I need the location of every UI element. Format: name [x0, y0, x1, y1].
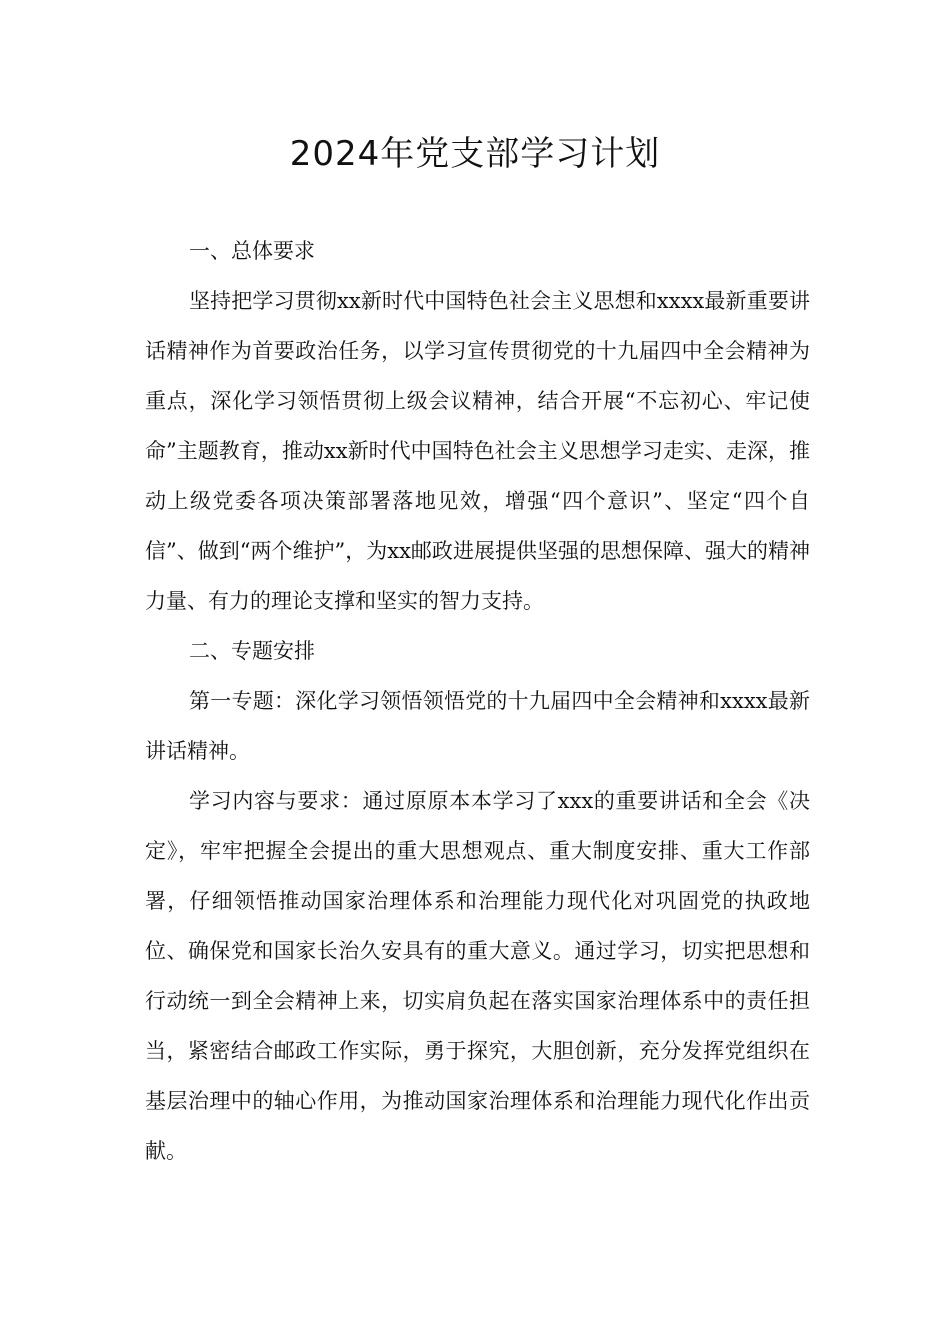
topic-one-paragraph: 第一专题：深化学习领悟领悟党的十九届四中全会精神和xxxx最新讲话精神。 [145, 689, 810, 763]
study-requirements-paragraph: 学习内容与要求：通过原原本本学习了xxx的重要讲话和全会《决定》，牢牢把握全会提出的重大思想观点、重大制度安排、重大工作部署，仔细领悟推动国家治理体系和治理能力现代化对巩固党的执政地位、确保党和国家长治久安具有的重大意义。通过学习，切实把思想和行动统一到全会精神上来，切实肩负起在落实国家治理体系中的责任担当，紧密结合邮政工作实际，勇于探究，大胆创新，充分发挥党组织在基层治理中的轴心作用，为推动国家治理体系和治理能力现代化作出贡献。 [145, 789, 810, 1163]
general-requirements-paragraph: 坚持把学习贯彻xx新时代中国特色社会主义思想和xxxx最新重要讲话精神作为首要政治任务，以学习宣传贯彻党的十九届四中全会精神为重点，深化学习领悟贯彻上级会议精神，结合开展“不忘初心、牢记使命”主题教育，推动xx新时代中国特色社会主义思想学习走实、走深，推动上级党委各项决策部署落地见效，增强“四个意识”、坚定“四个自信”、做到“两个维护”，为xx邮政进展提供坚强的思想保障、强大的精神力量、有力的理论支撑和坚实的智力支持。 [145, 289, 810, 613]
section-heading-general-requirements: 一、总体要求 [189, 239, 315, 263]
section-heading-topic-arrangement: 二、专题安排 [189, 639, 315, 663]
document-title: 2024年党支部学习计划 [289, 134, 661, 174]
document-body [145, 226, 810, 1176]
